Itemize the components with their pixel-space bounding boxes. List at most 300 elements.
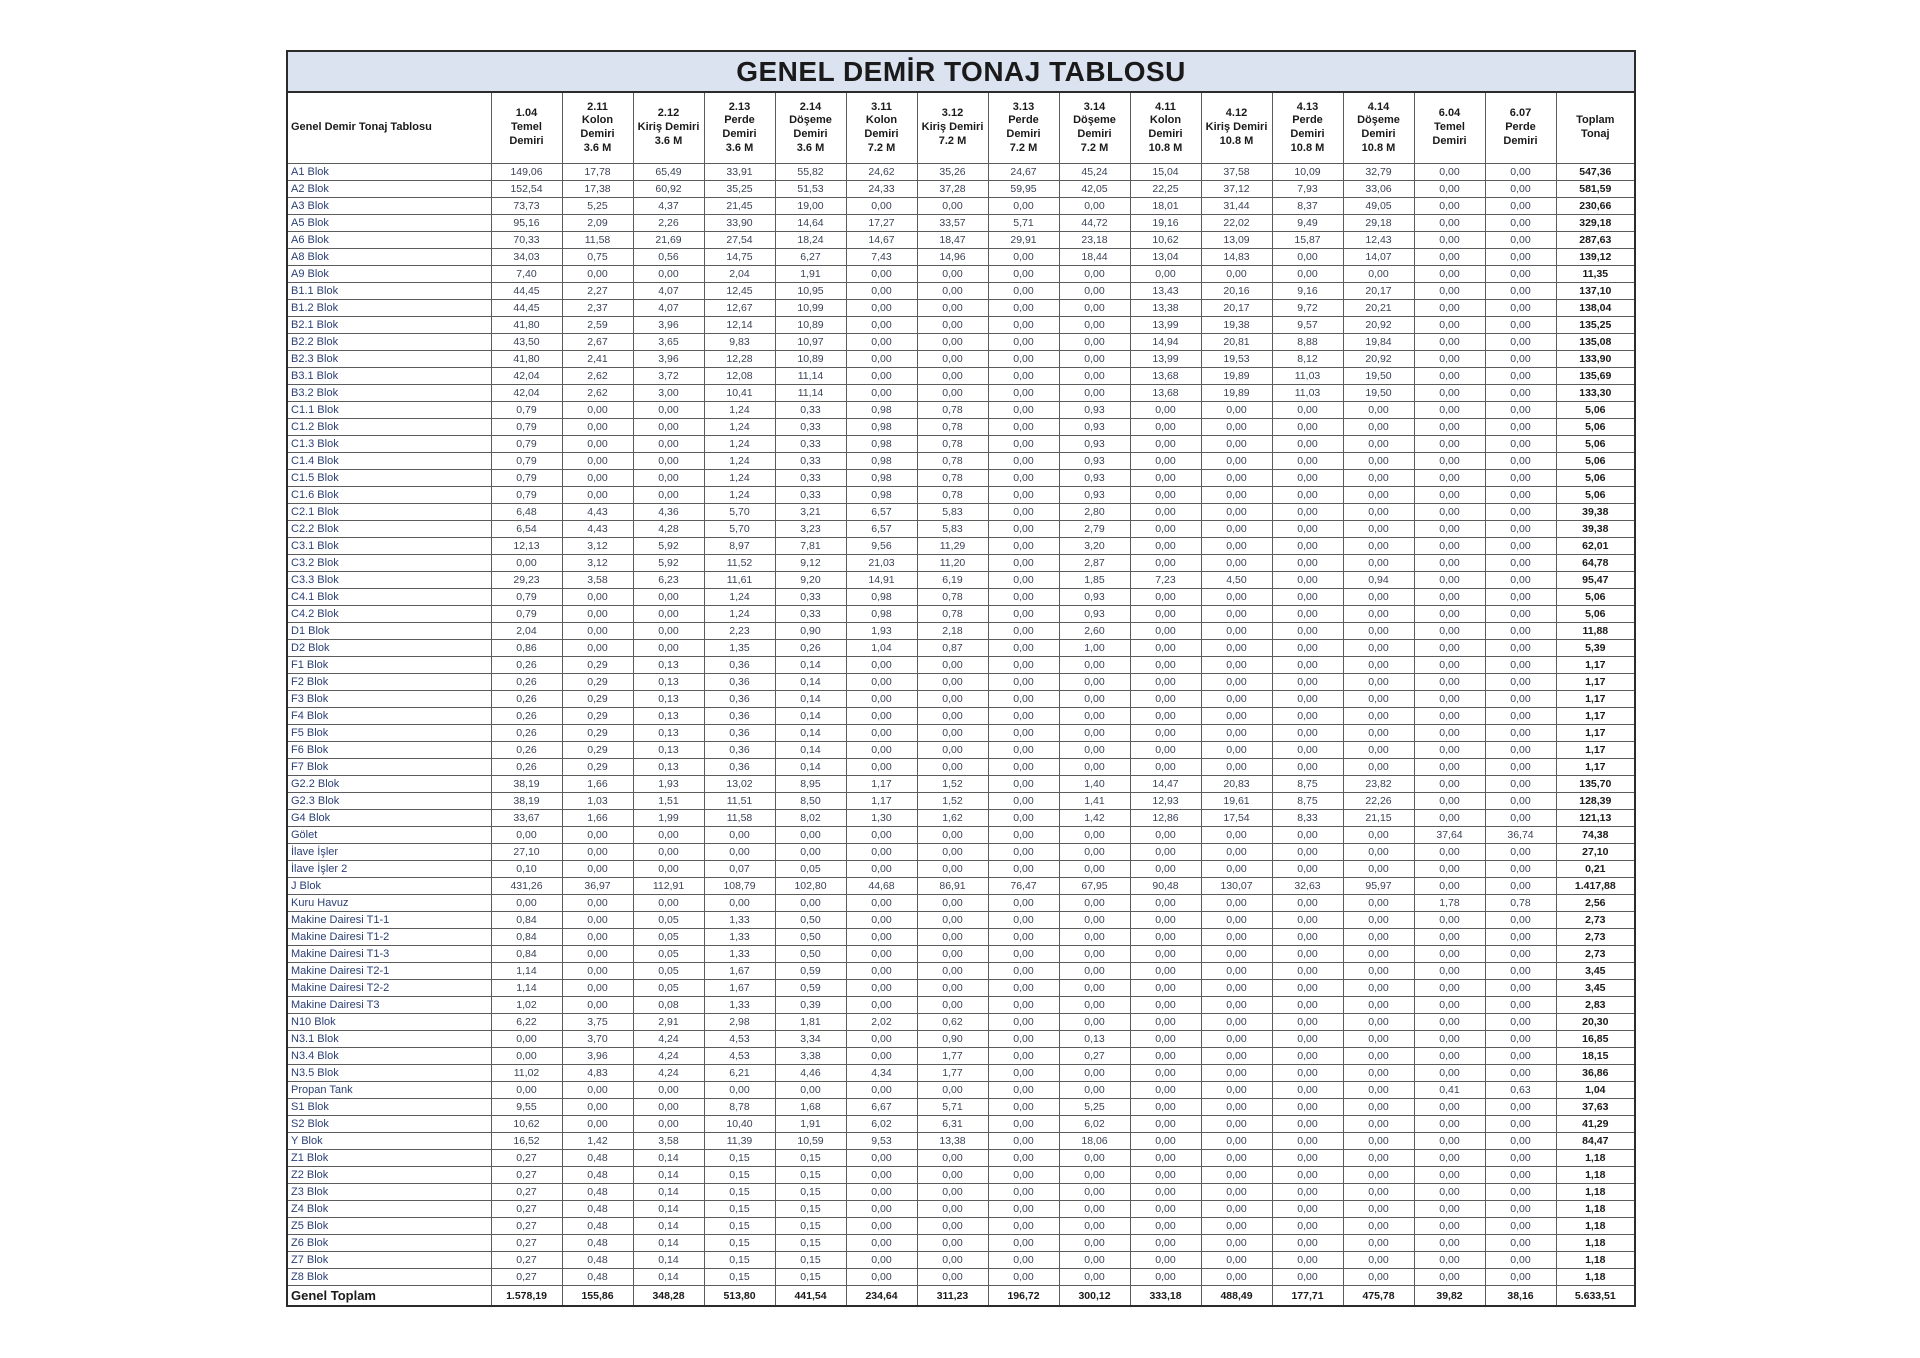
table-cell: 0,00 — [1485, 1201, 1556, 1218]
table-cell: 0,00 — [1485, 1218, 1556, 1235]
table-row — [287, 164, 1635, 181]
table-cell: 0,00 — [775, 895, 846, 912]
table-cell: 6,21 — [704, 1065, 775, 1082]
table-cell: 0,00 — [1272, 1201, 1343, 1218]
table-cell: 0,00 — [988, 606, 1059, 623]
row-label: F1 Blok — [287, 657, 491, 674]
column-header: Toplam Tonaj — [1556, 92, 1635, 164]
table-cell: 0,00 — [562, 436, 633, 453]
table-cell: 0,15 — [704, 1167, 775, 1184]
table-cell: 0,00 — [1272, 1218, 1343, 1235]
table-cell: 1,68 — [775, 1099, 846, 1116]
table-cell: 0,00 — [1272, 1014, 1343, 1031]
table-cell: 0,00 — [1343, 742, 1414, 759]
row-label: C1.3 Blok — [287, 436, 491, 453]
row-label: Propan Tank — [287, 1082, 491, 1099]
table-cell: 0,00 — [1130, 725, 1201, 742]
table-cell: 0,14 — [633, 1184, 704, 1201]
table-cell: 0,78 — [917, 606, 988, 623]
table-cell: 31,44 — [1201, 198, 1272, 215]
table-cell: 0,00 — [1414, 1269, 1485, 1286]
row-label: C3.2 Blok — [287, 555, 491, 572]
table-cell: 0,00 — [846, 1048, 917, 1065]
grand-total-cell: 39,82 — [1414, 1286, 1485, 1307]
row-label: F6 Blok — [287, 742, 491, 759]
table-cell: 0,27 — [491, 1167, 562, 1184]
table-cell: 0,00 — [1414, 1218, 1485, 1235]
row-total-cell: 137,10 — [1556, 283, 1635, 300]
table-cell: 4,37 — [633, 198, 704, 215]
table-cell: 0,00 — [1414, 980, 1485, 997]
table-cell: 0,00 — [846, 1167, 917, 1184]
table-cell: 1,24 — [704, 436, 775, 453]
table-cell: 0,00 — [1485, 249, 1556, 266]
table-cell: 0,00 — [562, 640, 633, 657]
table-cell: 13,99 — [1130, 351, 1201, 368]
table-cell: 5,70 — [704, 521, 775, 538]
table-cell: 0,48 — [562, 1252, 633, 1269]
table-cell: 0,05 — [633, 912, 704, 929]
table-cell: 0,00 — [1343, 1184, 1414, 1201]
column-header: 6.04 Temel Demiri — [1414, 92, 1485, 164]
table-cell: 0,00 — [1130, 266, 1201, 283]
table-cell: 1,24 — [704, 487, 775, 504]
table-cell: 0,00 — [988, 1235, 1059, 1252]
row-label: F2 Blok — [287, 674, 491, 691]
table-cell: 29,91 — [988, 232, 1059, 249]
table-cell: 27,54 — [704, 232, 775, 249]
table-cell: 0,00 — [633, 402, 704, 419]
table-cell: 38,19 — [491, 776, 562, 793]
table-cell: 0,93 — [1059, 419, 1130, 436]
table-cell: 35,25 — [704, 181, 775, 198]
table-cell: 6,67 — [846, 1099, 917, 1116]
table-cell: 0,14 — [775, 657, 846, 674]
table-cell: 0,00 — [988, 946, 1059, 963]
table-cell: 0,00 — [1343, 470, 1414, 487]
row-total-cell: 128,39 — [1556, 793, 1635, 810]
table-cell: 0,93 — [1059, 402, 1130, 419]
table-cell: 0,00 — [1414, 232, 1485, 249]
table-cell: 7,40 — [491, 266, 562, 283]
table-cell: 0,00 — [1485, 793, 1556, 810]
row-total-cell: 133,30 — [1556, 385, 1635, 402]
table-cell: 0,00 — [1130, 657, 1201, 674]
table-cell: 0,00 — [1485, 300, 1556, 317]
table-cell: 0,00 — [1130, 861, 1201, 878]
table-cell: 0,00 — [1201, 1218, 1272, 1235]
table-cell: 0,00 — [988, 453, 1059, 470]
table-cell: 0,00 — [704, 1082, 775, 1099]
table-cell: 0,79 — [491, 589, 562, 606]
table-cell: 0,00 — [988, 623, 1059, 640]
table-cell: 0,48 — [562, 1269, 633, 1286]
table-cell: 0,00 — [1414, 334, 1485, 351]
column-header: 2.11 Kolon Demiri 3.6 M — [562, 92, 633, 164]
table-cell: 20,17 — [1201, 300, 1272, 317]
table-cell: 0,36 — [704, 691, 775, 708]
row-total-cell: 133,90 — [1556, 351, 1635, 368]
table-cell: 0,00 — [1201, 1201, 1272, 1218]
table-cell: 0,00 — [1414, 861, 1485, 878]
table-cell: 1,93 — [633, 776, 704, 793]
table-cell: 0,15 — [704, 1201, 775, 1218]
table-cell: 73,73 — [491, 198, 562, 215]
table-cell: 0,00 — [988, 912, 1059, 929]
table-cell: 0,15 — [775, 1252, 846, 1269]
table-cell: 1,77 — [917, 1048, 988, 1065]
table-cell: 0,00 — [562, 827, 633, 844]
table-cell: 0,14 — [633, 1167, 704, 1184]
row-label: B2.3 Blok — [287, 351, 491, 368]
table-cell: 0,00 — [1414, 946, 1485, 963]
table-cell: 0,15 — [775, 1167, 846, 1184]
table-cell: 0,00 — [1130, 946, 1201, 963]
table-cell: 0,00 — [562, 487, 633, 504]
table-cell: 0,00 — [846, 283, 917, 300]
table-cell: 0,00 — [1485, 844, 1556, 861]
table-cell: 0,00 — [1059, 674, 1130, 691]
table-cell: 0,98 — [846, 589, 917, 606]
table-cell: 15,04 — [1130, 164, 1201, 181]
row-total-cell: 5,06 — [1556, 402, 1635, 419]
table-cell: 0,36 — [704, 674, 775, 691]
table-row — [287, 402, 1635, 419]
table-cell: 5,92 — [633, 555, 704, 572]
table-cell: 0,00 — [1414, 1167, 1485, 1184]
table-cell: 0,00 — [1272, 623, 1343, 640]
table-cell: 1,33 — [704, 997, 775, 1014]
table-row — [287, 759, 1635, 776]
table-cell: 6,31 — [917, 1116, 988, 1133]
table-row — [287, 1218, 1635, 1235]
table-cell: 17,27 — [846, 215, 917, 232]
table-cell: 0,00 — [562, 419, 633, 436]
table-cell: 0,33 — [775, 419, 846, 436]
table-cell: 0,00 — [1343, 725, 1414, 742]
table-cell: 0,00 — [1272, 640, 1343, 657]
table-cell: 0,98 — [846, 402, 917, 419]
table-cell: 20,17 — [1343, 283, 1414, 300]
table-cell: 0,00 — [846, 334, 917, 351]
table-cell: 19,38 — [1201, 317, 1272, 334]
table-row — [287, 895, 1635, 912]
table-cell: 112,91 — [633, 878, 704, 895]
table-cell: 0,00 — [1059, 1014, 1130, 1031]
row-label: Makine Dairesi T1-1 — [287, 912, 491, 929]
table-cell: 0,27 — [491, 1218, 562, 1235]
table-cell: 0,00 — [1059, 1082, 1130, 1099]
row-total-cell: 1,18 — [1556, 1218, 1635, 1235]
table-cell: 0,00 — [1485, 385, 1556, 402]
row-total-cell: 39,38 — [1556, 504, 1635, 521]
row-label: D1 Blok — [287, 623, 491, 640]
table-cell: 0,00 — [1485, 1031, 1556, 1048]
table-cell: 0,78 — [917, 402, 988, 419]
table-row — [287, 640, 1635, 657]
table-cell: 0,00 — [1414, 198, 1485, 215]
row-total-cell: 547,36 — [1556, 164, 1635, 181]
table-cell: 0,00 — [1201, 453, 1272, 470]
table-cell: 0,00 — [491, 555, 562, 572]
grand-total-cell: 333,18 — [1130, 1286, 1201, 1307]
table-cell: 0,00 — [988, 895, 1059, 912]
table-cell: 4,43 — [562, 504, 633, 521]
table-cell: 0,00 — [1272, 572, 1343, 589]
row-label: A2 Blok — [287, 181, 491, 198]
table-cell: 90,48 — [1130, 878, 1201, 895]
table-cell: 4,36 — [633, 504, 704, 521]
table-cell: 0,26 — [491, 691, 562, 708]
table-cell: 0,00 — [1130, 1014, 1201, 1031]
table-cell: 0,00 — [1130, 1133, 1201, 1150]
table-cell: 2,23 — [704, 623, 775, 640]
table-cell: 0,00 — [1485, 555, 1556, 572]
table-cell: 10,41 — [704, 385, 775, 402]
table-cell: 0,00 — [1485, 623, 1556, 640]
table-cell: 0,00 — [1485, 470, 1556, 487]
table-cell: 2,59 — [562, 317, 633, 334]
table-cell: 0,00 — [988, 1269, 1059, 1286]
table-cell: 1,40 — [1059, 776, 1130, 793]
row-label: Z4 Blok — [287, 1201, 491, 1218]
table-cell: 0,00 — [1414, 453, 1485, 470]
table-cell: 10,99 — [775, 300, 846, 317]
table-cell: 0,00 — [988, 674, 1059, 691]
table-cell: 0,00 — [1272, 980, 1343, 997]
table-cell: 0,00 — [1414, 402, 1485, 419]
table-cell: 33,90 — [704, 215, 775, 232]
table-cell: 14,47 — [1130, 776, 1201, 793]
table-cell: 0,00 — [1343, 1167, 1414, 1184]
table-cell: 149,06 — [491, 164, 562, 181]
table-cell: 0,00 — [988, 1201, 1059, 1218]
table-cell: 1,24 — [704, 453, 775, 470]
table-cell: 0,00 — [988, 1031, 1059, 1048]
table-cell: 0,78 — [917, 436, 988, 453]
table-cell: 0,00 — [1485, 317, 1556, 334]
table-cell: 0,00 — [1059, 1184, 1130, 1201]
table-cell: 0,00 — [1485, 878, 1556, 895]
table-cell: 0,29 — [562, 742, 633, 759]
table-cell: 3,96 — [633, 351, 704, 368]
table-cell: 0,00 — [1343, 436, 1414, 453]
table-cell: 0,00 — [633, 436, 704, 453]
table-cell: 13,68 — [1130, 385, 1201, 402]
table-cell: 0,00 — [704, 827, 775, 844]
table-cell: 0,00 — [562, 997, 633, 1014]
row-label: C1.5 Blok — [287, 470, 491, 487]
table-cell: 0,36 — [704, 657, 775, 674]
table-row — [287, 929, 1635, 946]
table-cell: 0,00 — [988, 351, 1059, 368]
table-cell: 0,29 — [562, 725, 633, 742]
table-cell: 3,96 — [633, 317, 704, 334]
table-cell: 0,00 — [1272, 555, 1343, 572]
table-cell: 0,00 — [846, 1031, 917, 1048]
row-label: F4 Blok — [287, 708, 491, 725]
row-total-cell: 230,66 — [1556, 198, 1635, 215]
table-cell: 29,18 — [1343, 215, 1414, 232]
table-cell: 0,93 — [1059, 487, 1130, 504]
table-cell: 0,29 — [562, 691, 633, 708]
table-cell: 1,66 — [562, 810, 633, 827]
table-cell: 0,00 — [1343, 1218, 1414, 1235]
table-cell: 8,95 — [775, 776, 846, 793]
table-cell: 0,00 — [917, 266, 988, 283]
table-cell: 14,96 — [917, 249, 988, 266]
table-row — [287, 776, 1635, 793]
table-cell: 14,07 — [1343, 249, 1414, 266]
row-total-cell: 135,08 — [1556, 334, 1635, 351]
table-cell: 0,00 — [1414, 283, 1485, 300]
table-cell: 0,94 — [1343, 572, 1414, 589]
table-cell: 0,00 — [1414, 725, 1485, 742]
table-cell: 2,62 — [562, 368, 633, 385]
table-cell: 12,14 — [704, 317, 775, 334]
table-cell: 38,19 — [491, 793, 562, 810]
table-cell: 0,00 — [491, 1082, 562, 1099]
table-cell: 0,26 — [491, 742, 562, 759]
table-cell: 0,00 — [917, 1252, 988, 1269]
table-cell: 0,00 — [1201, 470, 1272, 487]
table-cell: 0,00 — [1201, 1065, 1272, 1082]
table-cell: 0,00 — [1130, 1099, 1201, 1116]
table-cell: 0,00 — [1201, 1269, 1272, 1286]
table-row — [287, 1065, 1635, 1082]
table-cell: 0,00 — [1059, 708, 1130, 725]
table-cell: 0,00 — [846, 368, 917, 385]
table-cell: 42,05 — [1059, 181, 1130, 198]
table-cell: 0,50 — [775, 912, 846, 929]
row-total-cell: 135,69 — [1556, 368, 1635, 385]
table-cell: 431,26 — [491, 878, 562, 895]
table-cell: 0,36 — [704, 725, 775, 742]
table-cell: 0,00 — [1343, 402, 1414, 419]
table-cell: 0,00 — [1201, 1252, 1272, 1269]
table-cell: 0,00 — [1201, 657, 1272, 674]
table-cell: 0,13 — [633, 725, 704, 742]
table-cell: 0,00 — [1414, 300, 1485, 317]
table-cell: 0,00 — [1201, 1235, 1272, 1252]
table-cell: 0,14 — [775, 725, 846, 742]
row-label: A1 Blok — [287, 164, 491, 181]
row-label: A3 Blok — [287, 198, 491, 215]
table-cell: 0,00 — [988, 300, 1059, 317]
grand-total-label: Genel Toplam — [287, 1286, 491, 1307]
table-cell: 0,00 — [1272, 1048, 1343, 1065]
table-cell: 2,04 — [491, 623, 562, 640]
table-cell: 0,00 — [1130, 487, 1201, 504]
grand-total-cell: 177,71 — [1272, 1286, 1343, 1307]
table-cell: 15,87 — [1272, 232, 1343, 249]
table-cell: 0,00 — [917, 1184, 988, 1201]
table-cell: 0,00 — [988, 1065, 1059, 1082]
table-cell: 0,00 — [917, 657, 988, 674]
table-cell: 12,43 — [1343, 232, 1414, 249]
table-cell: 1,91 — [775, 1116, 846, 1133]
row-total-cell: 581,59 — [1556, 181, 1635, 198]
table-cell: 0,00 — [1485, 181, 1556, 198]
table-cell: 0,00 — [988, 1167, 1059, 1184]
table-row — [287, 385, 1635, 402]
table-cell: 0,00 — [1059, 368, 1130, 385]
table-cell: 1,99 — [633, 810, 704, 827]
table-cell: 0,00 — [1201, 402, 1272, 419]
table-cell: 3,58 — [633, 1133, 704, 1150]
table-cell: 0,00 — [1414, 215, 1485, 232]
table-cell: 0,50 — [775, 946, 846, 963]
column-header: 2.13 Perde Demiri 3.6 M — [704, 92, 775, 164]
table-row — [287, 657, 1635, 674]
table-cell: 37,28 — [917, 181, 988, 198]
table-cell: 0,00 — [1130, 691, 1201, 708]
table-cell: 10,62 — [1130, 232, 1201, 249]
table-cell: 0,00 — [846, 759, 917, 776]
table-cell: 0,00 — [1201, 538, 1272, 555]
table-cell: 0,48 — [562, 1150, 633, 1167]
table-cell: 0,00 — [1414, 164, 1485, 181]
table-cell: 0,00 — [1201, 555, 1272, 572]
table-cell: 0,00 — [562, 980, 633, 997]
table-cell: 3,21 — [775, 504, 846, 521]
table-cell: 20,21 — [1343, 300, 1414, 317]
table-cell: 0,00 — [1130, 929, 1201, 946]
table-cell: 0,00 — [1414, 470, 1485, 487]
grand-total-cell: 300,12 — [1059, 1286, 1130, 1307]
table-cell: 11,61 — [704, 572, 775, 589]
table-row — [287, 1116, 1635, 1133]
table-cell: 0,00 — [917, 827, 988, 844]
table-cell: 1,03 — [562, 793, 633, 810]
table-cell: 3,70 — [562, 1031, 633, 1048]
table-row — [287, 249, 1635, 266]
table-cell: 0,00 — [1272, 691, 1343, 708]
table-cell: 20,83 — [1201, 776, 1272, 793]
row-label: N10 Blok — [287, 1014, 491, 1031]
table-cell: 44,45 — [491, 300, 562, 317]
table-cell: 0,33 — [775, 470, 846, 487]
table-cell: 0,00 — [1059, 963, 1130, 980]
row-total-cell: 18,15 — [1556, 1048, 1635, 1065]
table-cell: 0,00 — [1343, 487, 1414, 504]
table-cell: 0,00 — [1272, 419, 1343, 436]
table-cell: 0,98 — [846, 436, 917, 453]
table-cell: 0,14 — [775, 742, 846, 759]
table-cell: 21,45 — [704, 198, 775, 215]
table-cell: 0,00 — [633, 589, 704, 606]
table-cell: 0,87 — [917, 640, 988, 657]
table-cell: 0,00 — [1059, 198, 1130, 215]
table-cell: 11,29 — [917, 538, 988, 555]
table-cell: 10,97 — [775, 334, 846, 351]
row-total-cell: 329,18 — [1556, 215, 1635, 232]
table-cell: 0,00 — [562, 861, 633, 878]
table-cell: 3,72 — [633, 368, 704, 385]
table-cell: 32,79 — [1343, 164, 1414, 181]
table-cell: 0,00 — [1201, 997, 1272, 1014]
table-cell: 11,58 — [704, 810, 775, 827]
table-cell: 0,00 — [1414, 657, 1485, 674]
table-cell: 0,00 — [1130, 742, 1201, 759]
table-cell: 2,67 — [562, 334, 633, 351]
table-cell: 0,33 — [775, 487, 846, 504]
table-cell: 0,00 — [1201, 1150, 1272, 1167]
column-header: 6.07 Perde Demiri — [1485, 92, 1556, 164]
table-cell: 0,13 — [633, 674, 704, 691]
table-cell: 0,00 — [917, 742, 988, 759]
table-cell: 0,00 — [1130, 674, 1201, 691]
